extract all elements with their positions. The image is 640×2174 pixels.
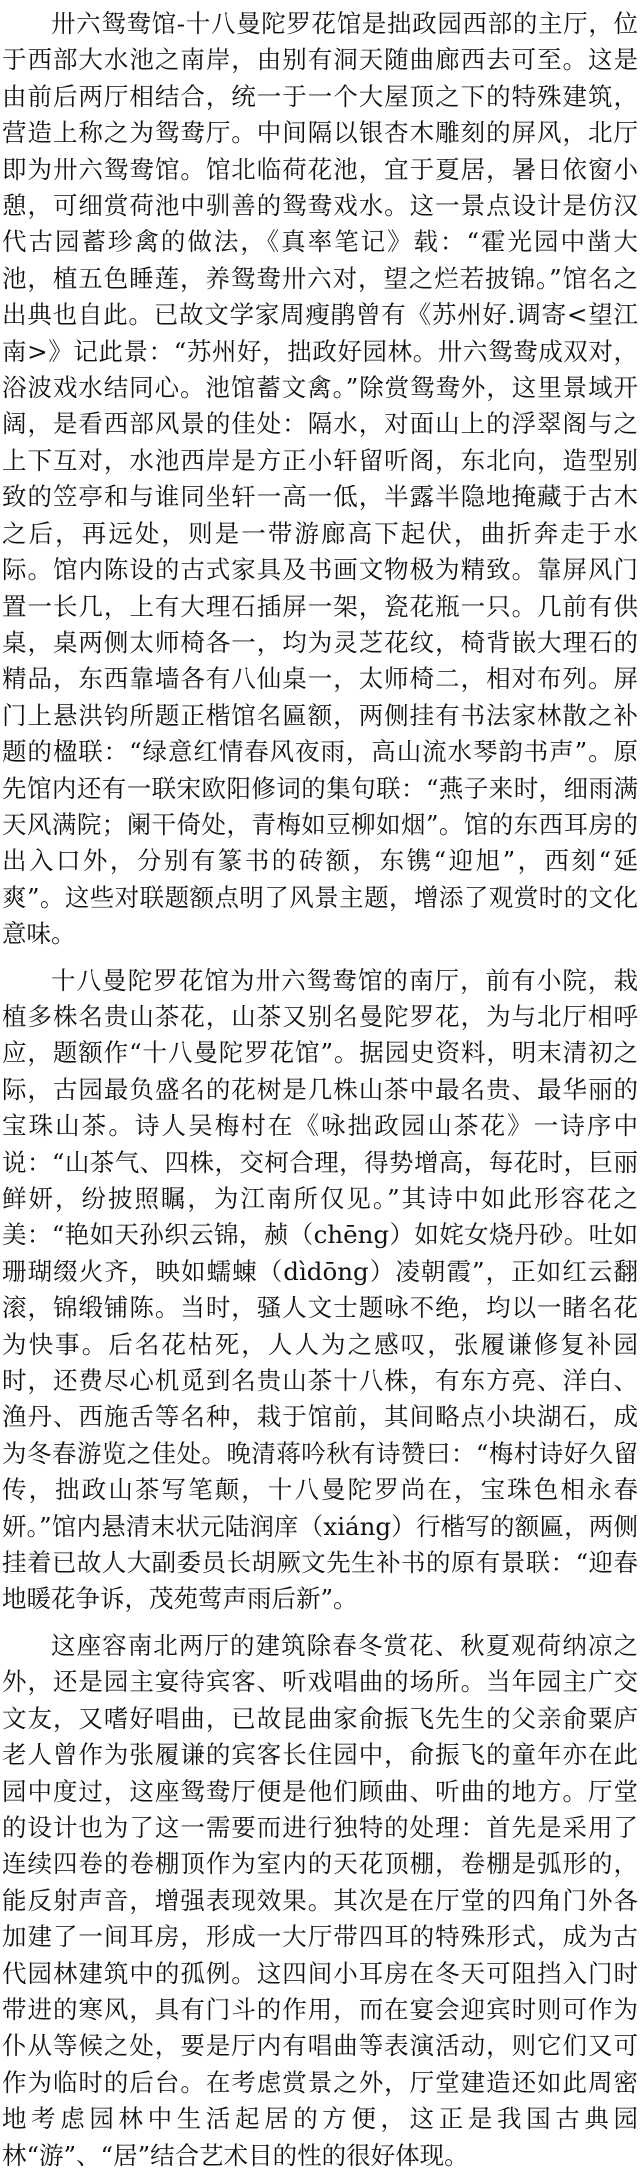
paragraph-north-hall: 卅六鸳鸯馆-十八曼陀罗花馆是拙政园西部的主厅，位于西部大水池之南岸，由别有洞天随曲廊西去可至。这是由前后两厅相结合，统一于一个大屋顶之下的特殊建筑，营造上称之为鸳鸯厅。中间隔以银杏木雕刻的屏风，北厅即为卅六鸳鸯馆。馆北临荷花池，宜于夏居，暑日依窗小憩，可细赏荷池中驯善的鸳鸯戏水。这一景点设计是仿汉代古园蓄珍禽的做法，《真率笔记》载：“霍光园中凿大池，植五色睡莲，养鸳鸯卅六对，望之烂若披锦。”馆名之出典也自此。已故文学家周瘦鹃曾有《苏州好.调寄<望江南>》记此景：“苏州好，拙政好园林。卅六鸳鸯成双对，浴波戏水结同心。池馆蓄文禽。”除赏鸳鸯外，这里景域开阔，是看西部风景的佳处：隔水，对面山上的浮翠阁与之上下互对，水池西岸是方正小轩留听阁，东北向，造型别致的笠亭和与谁同坐轩一高一低，半露半隐地掩藏于古木之后，再远处，则是一带游廊高下起伏，曲折奔走于水际。馆内陈设的古式家具及书画文物极为精致。靠屏风门置一长几，上有大理石插屏一架，瓷花瓶一只。几前有供桌，桌两侧太师椅各一，均为灵芝花纹，椅背嵌大理石的精品，东西靠墙各有八仙桌一，太师椅二，相对布列。屏门上悬洪钧所题正楷馆名匾额，两侧挂有书法家林散之补题的楹联：“绿意红情春风夜雨，高山流水琴韵书声”。原先馆内还有一联宋欧阳修词的集句联：“燕子来时，细雨满天风满院；阑干倚处，青梅如豆柳如烟”。馆的东西耳房的出入口外，分别有篆书的砖额，东镌“迎旭”，西刻“延爽”。这些对联题额点明了风景主题，增添了观赏时的文化意味。 [2, 9, 638, 949]
paragraph-south-hall: 十八曼陀罗花馆为卅六鸳鸯馆的南厅，前有小院，栽植多株名贵山茶花，山茶又别名曼陀罗花，为与北厅相呼应，题额作“十八曼陀罗花馆”。据园史资料，明末清初之际，古园最负盛名的花树是几株山茶中最名贵、最华丽的宝珠山茶。诗人吴梅村在《咏拙政园山茶花》一诗序中说：“山茶气、四株，交柯合理，得势增高，每花时，巨丽鲜妍，纷披照瞩，为江南所仅见。”其诗中如此形容花之美：“艳如天孙织云锦，赪（chēng）如姹女烧丹砂。吐如珊瑚缀火齐，映如蠕蝀（dìdōng）凌朝霞”，正如红云翻滚，锦缎铺陈。当时，骚人文士题咏不绝，均以一睹名花为快事。后名花枯死，人人为之感叹，张履谦修复补园时，还费尽心机觅到名贵山茶十八株，有东方亮、洋白、渔丹、西施舌等名种，栽于馆前，其间略点小块湖石，成为冬春游览之佳处。晚清蒋吟秋有诗赞曰：“梅村诗好久留传，拙政山茶写笔颠，十八曼陀罗尚在，宝珠色相永春妍。”馆内悬清末状元陆润庠（xiáng）行楷写的额匾，两侧挂着已故人大副委员长胡厥文先生补书的原有景联：“迎春地暖花争诉，茂苑莺声雨后新”。 [2, 965, 638, 1614]
paragraph-hall-function: 这座容南北两厅的建筑除春冬赏花、秋夏观荷纳凉之外，还是园主宴待宾客、听戏唱曲的场所。当年园主广交文友，又嗜好唱曲，已故昆曲家俞振飞先生的父亲俞粟庐老人曾作为张履谦的宾客长住园中，俞振飞的童年亦在此园中度过，这座鸳鸯厅便是他们顾曲、听曲的地方。厅堂的设计也为了这一需要而进行独特的处理：首先是采用了连续四卷的卷棚顶作为室内的天花顶棚，卷棚是弧形的，能反射声音，增强表现效果。其次是在厅堂的四角门外各加建了一间耳房，形成一大厅带四耳的特殊形式，成为古代园林建筑中的孤例。这四间小耳房在冬天可阻挡入门时带进的寒风，具有门斗的作用，而在宴会迎宾时则可作为仆从等候之处，要是厅内有唱曲等表演活动，则它们又可作为临时的后台。在考虑赏景之外，厅堂建造还如此周密地考虑园林中生活起居的方便，这正是我国古典园林“游”、“居”结合艺术目的性的很好体现。 [2, 1630, 638, 2170]
